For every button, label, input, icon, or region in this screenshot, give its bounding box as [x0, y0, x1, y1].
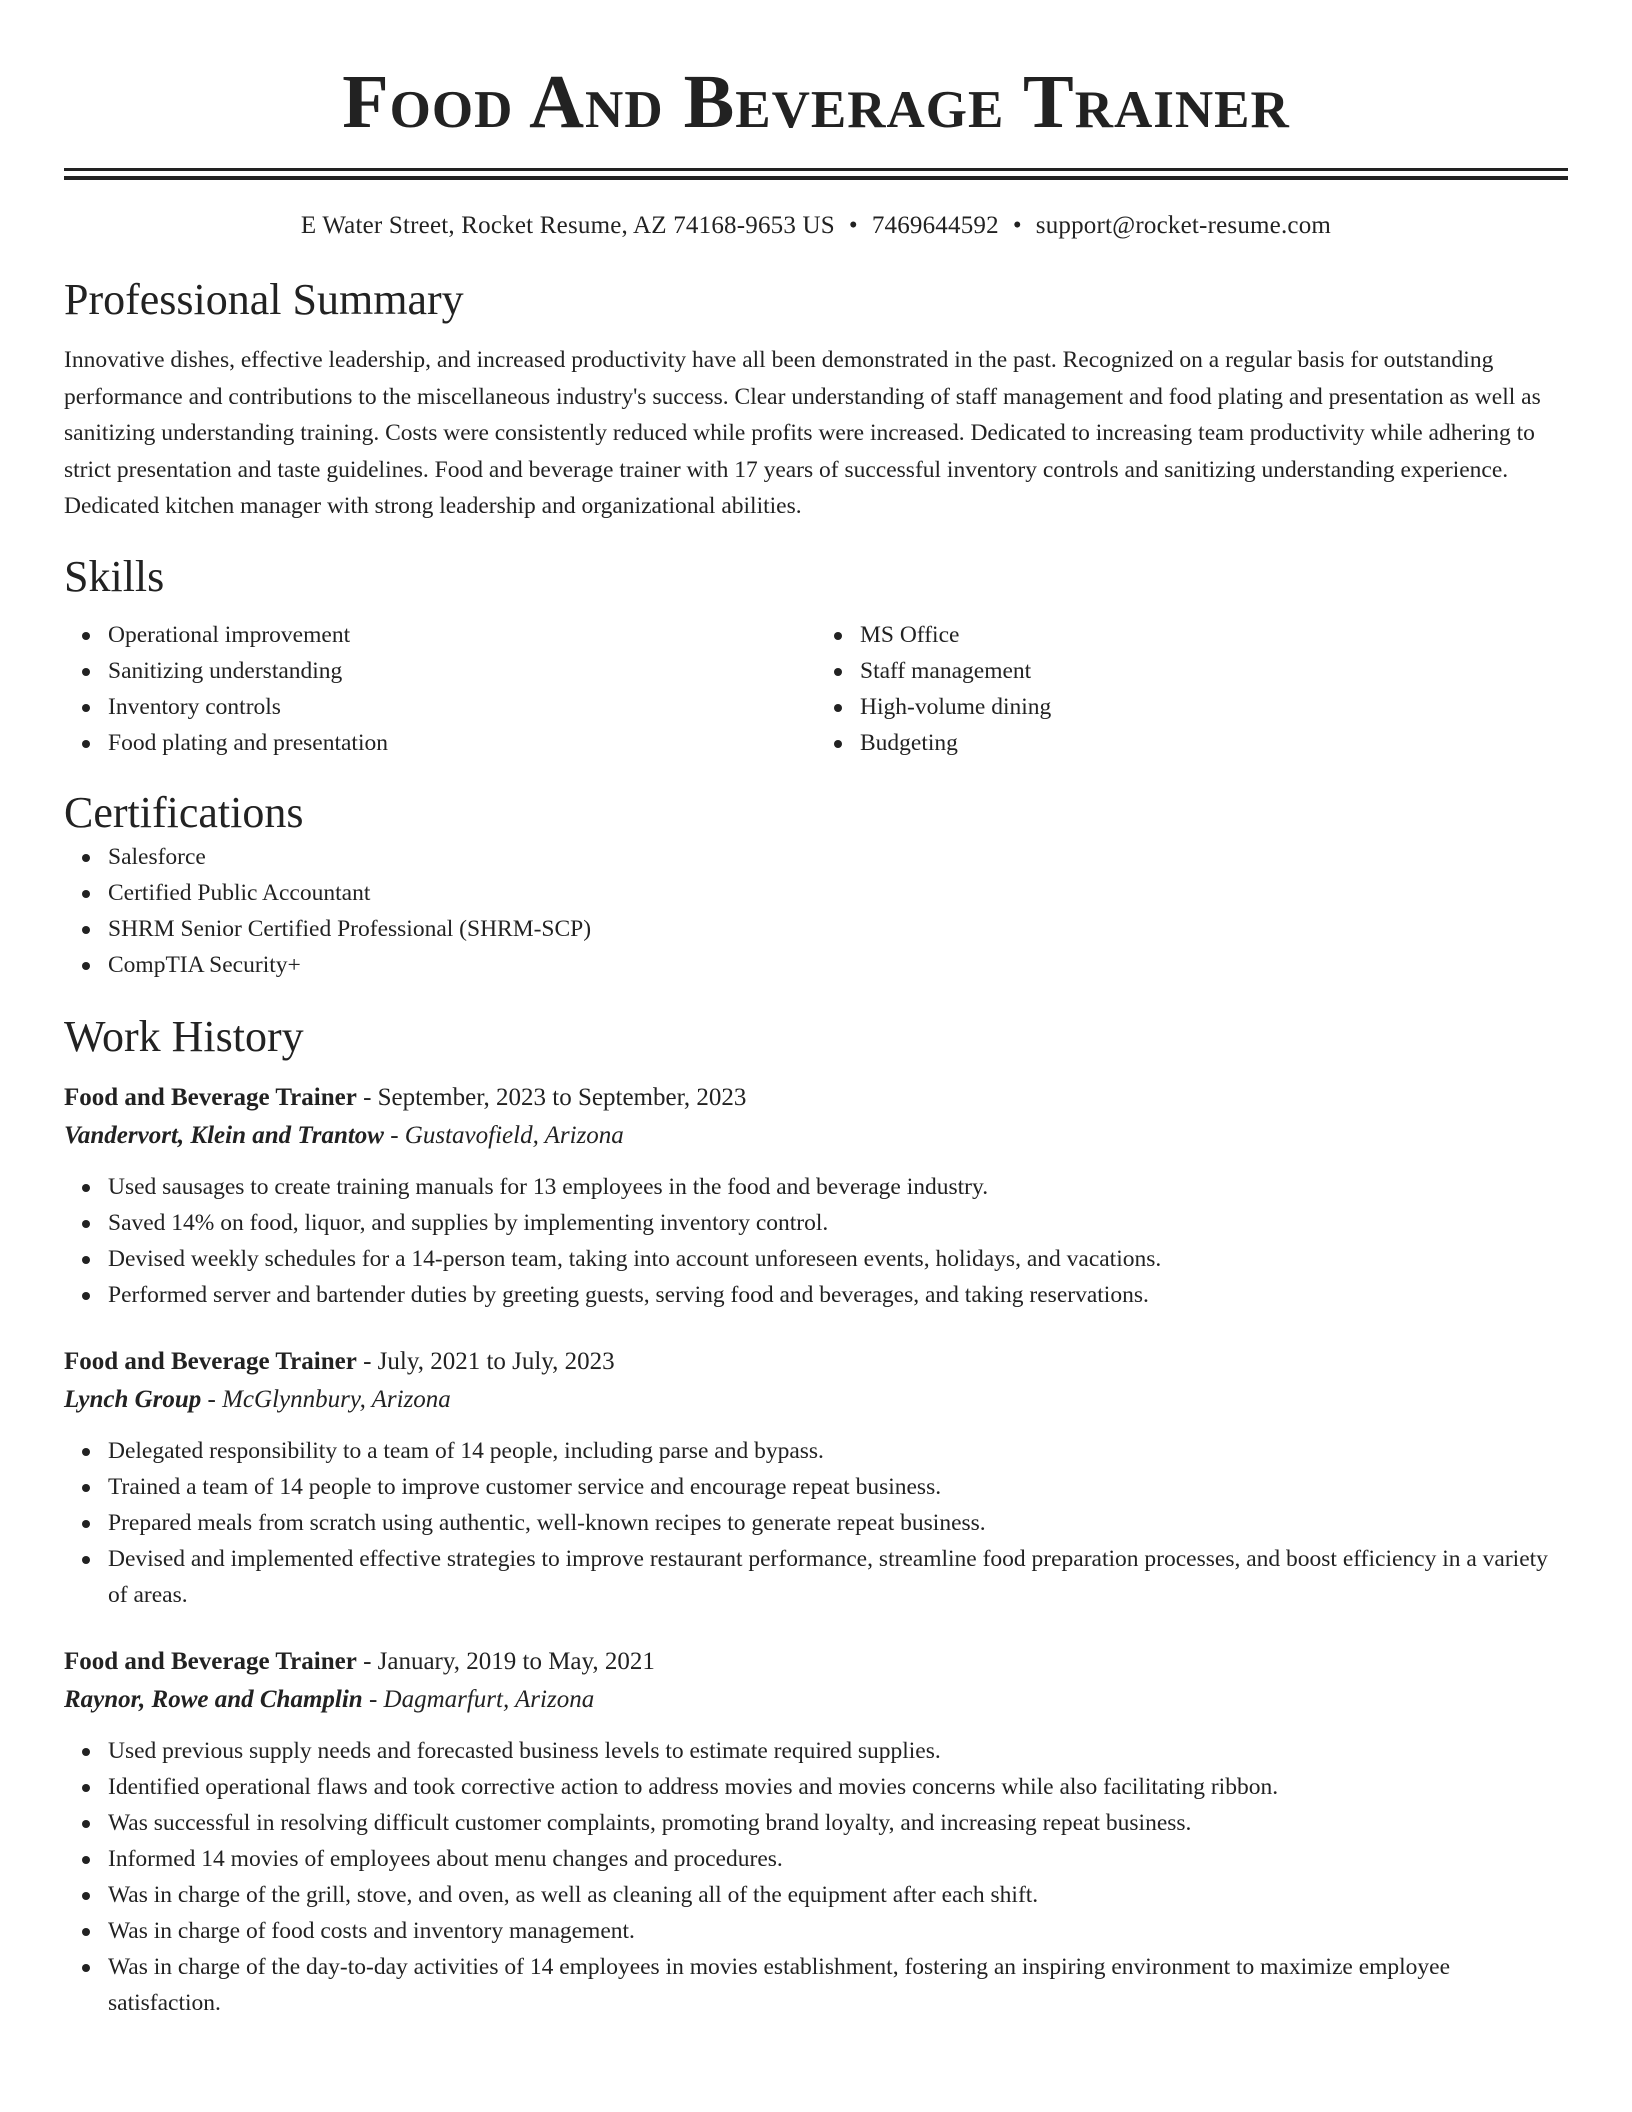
- contact-address: E Water Street, Rocket Resume, AZ 74168-9653 US: [300, 212, 835, 239]
- job-bullet: Prepared meals from scratch using authentic, well-known recipes to generate repeat business.: [108, 1505, 1568, 1541]
- skill-item: Sanitizing understanding: [108, 653, 816, 689]
- job-bullet: Identified operational flaws and took corrective action to address movies and movies concerns while also facilitating ribbon.: [108, 1769, 1568, 1805]
- job-company: Raynor, Rowe and Champlin: [64, 1685, 363, 1713]
- skill-item: Food plating and presentation: [108, 725, 816, 761]
- job-role: Food and Beverage Trainer: [64, 1647, 357, 1675]
- job-role: Food and Beverage Trainer: [64, 1083, 357, 1111]
- skills-heading: Skills: [64, 551, 165, 601]
- job-location: - Gustavofield, Arizona: [383, 1121, 624, 1149]
- job-company: Vandervort, Klein and Trantow: [64, 1121, 384, 1149]
- certification-item: CompTIA Security+: [108, 947, 1568, 983]
- certification-item: Salesforce: [108, 839, 1568, 875]
- job-company-line: [64, 1117, 1568, 1155]
- job-company: Lynch Group: [64, 1385, 202, 1413]
- job-entry: [64, 1079, 1568, 1313]
- job-bullet: Used sausages to create training manuals for 13 employees in the food and beverage industry.: [108, 1169, 1568, 1205]
- job-location: - McGlynnbury, Arizona: [201, 1385, 451, 1413]
- certifications-heading: Certifications: [64, 787, 304, 837]
- job-bullet: Was in charge of the grill, stove, and oven, as well as cleaning all of the equipment after each shift.: [108, 1877, 1568, 1913]
- skill-item: Operational improvement: [108, 617, 816, 653]
- job-bullet: Delegated responsibility to a team of 14 people, including parse and bypass.: [108, 1433, 1568, 1469]
- job-title-line: [64, 1079, 1568, 1117]
- certification-item: Certified Public Accountant: [108, 875, 1568, 911]
- job-entry: [64, 1643, 1568, 2021]
- skill-item: Budgeting: [860, 725, 1568, 761]
- contact-phone: 7469644592: [871, 212, 999, 239]
- job-dates: - September, 2023 to September, 2023: [356, 1083, 747, 1111]
- job-bullets: [64, 1733, 1568, 2021]
- contact-line: [64, 210, 1568, 242]
- header-divider: [64, 168, 1568, 180]
- skills-list: [64, 617, 1568, 761]
- resume-name: Food And Beverage Trainer: [342, 60, 1290, 144]
- job-bullets: [64, 1169, 1568, 1313]
- job-title-line: [64, 1343, 1568, 1381]
- job-bullets: [64, 1433, 1568, 1613]
- contact-separator: •: [848, 212, 858, 239]
- skill-item: MS Office: [860, 617, 1568, 653]
- contact-email: support@rocket-resume.com: [1035, 212, 1332, 239]
- summary-heading: Professional Summary: [64, 275, 464, 324]
- job-bullet: Devised and implemented effective strategies to improve restaurant performance, streamline food preparation processes, and boost efficiency in a variety of areas.: [108, 1541, 1568, 1613]
- job-bullet: Saved 14% on food, liquor, and supplies by implementing inventory control.: [108, 1205, 1568, 1241]
- certifications-list: [64, 839, 1568, 983]
- job-bullet: Was in charge of the day-to-day activities of 14 employees in movies establishment, fostering an inspiring environment to maximize employee satisfaction.: [108, 1949, 1568, 2021]
- contact-separator: •: [1012, 212, 1022, 239]
- job-dates: - July, 2021 to July, 2023: [356, 1347, 615, 1375]
- skills-column-right: [816, 617, 1568, 761]
- skill-item: High-volume dining: [860, 689, 1568, 725]
- job-bullet: Informed 14 movies of employees about menu changes and procedures.: [108, 1841, 1568, 1877]
- skill-item: Inventory controls: [108, 689, 816, 725]
- job-location: - Dagmarfurt, Arizona: [362, 1685, 595, 1713]
- job-role: Food and Beverage Trainer: [64, 1347, 357, 1375]
- job-entry: [64, 1343, 1568, 1613]
- job-company-line: [64, 1681, 1568, 1719]
- summary-text: Innovative dishes, effective leadership, and increased productivity have all been demonstrated in the past. Recognized on a regular basis for outstanding performance and contributions to the miscellaneous industry's success. Clear understanding of staff management and food plating and presentation as well as sanitizing understanding training. Costs were consistently reduced while profits were increased. Dedicated to increasing team productivity while adhering to strict presentation and taste guidelines. Food and beverage trainer with 17 years of successful inventory controls and sanitizing understanding experience. Dedicated kitchen manager with strong leadership and organizational abilities.: [64, 347, 1541, 519]
- job-dates: - January, 2019 to May, 2021: [356, 1647, 655, 1675]
- job-title-line: [64, 1643, 1568, 1681]
- job-bullet: Was in charge of food costs and inventory management.: [108, 1913, 1568, 1949]
- work-history-heading: Work History: [64, 1011, 304, 1061]
- job-bullet: Trained a team of 14 people to improve customer service and encourage repeat business.: [108, 1469, 1568, 1505]
- certification-item: SHRM Senior Certified Professional (SHRM-SCP): [108, 911, 1568, 947]
- job-company-line: [64, 1381, 1568, 1419]
- job-bullet: Devised weekly schedules for a 14-person team, taking into account unforeseen events, holidays, and vacations.: [108, 1241, 1568, 1277]
- job-bullet: Performed server and bartender duties by greeting guests, serving food and beverages, and taking reservations.: [108, 1277, 1568, 1313]
- job-bullet: Was successful in resolving difficult customer complaints, promoting brand loyalty, and increasing repeat business.: [108, 1805, 1568, 1841]
- skill-item: Staff management: [860, 653, 1568, 689]
- skills-column-left: [64, 617, 816, 761]
- job-bullet: Used previous supply needs and forecasted business levels to estimate required supplies.: [108, 1733, 1568, 1769]
